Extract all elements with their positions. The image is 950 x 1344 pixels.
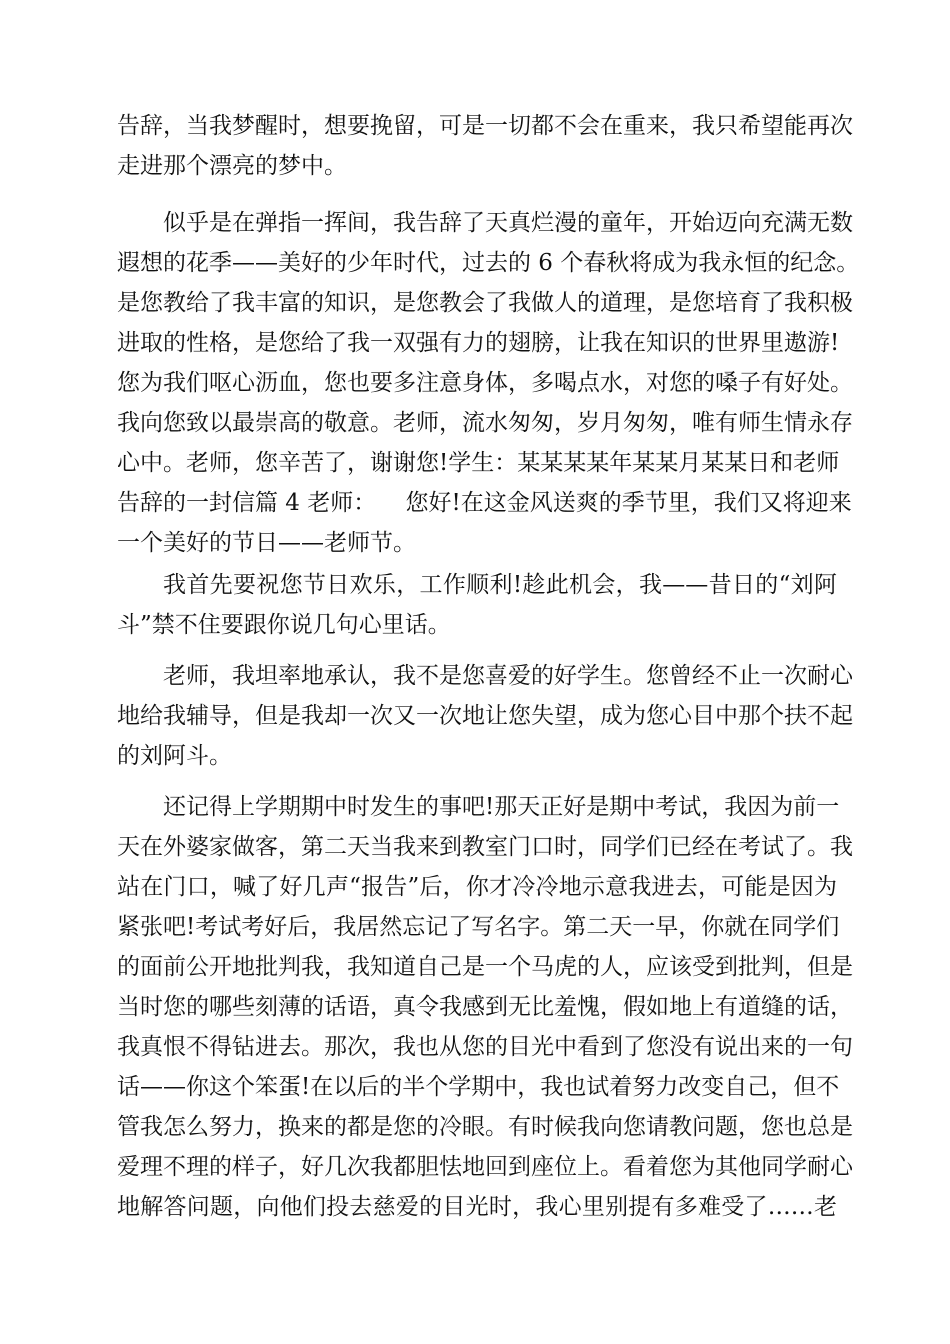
text-line: 走进那个漂亮的梦中。 <box>117 153 347 179</box>
text-line: 告辞，当我梦醒时，想要挽留，可是一切都不会在重来，我只希望能再次 <box>117 113 853 139</box>
paragraph-3 <box>117 565 837 645</box>
text-line: 进取的性格，是您给了我一双强有力的翅膀，让我在知识的世界里遨游! <box>117 330 840 356</box>
paragraph-2 <box>117 203 860 563</box>
text-line: 遐想的花季——美好的少年时代，过去的 6 个春秋将成为我永恒的纪念。 <box>117 250 860 276</box>
text-line: 一个美好的节日——老师节。 <box>117 530 416 556</box>
text-line: 斗”禁不住要跟你说几句心里话。 <box>117 612 451 638</box>
text-line: 天在外婆家做客，第二天当我来到教室门口时，同学们已经在考试了。我 <box>117 834 853 860</box>
text-line: 我真恨不得钻进去。那次，我也从您的目光中看到了您没有说出来的一句 <box>117 1034 853 1060</box>
text-line: 地给我辅导，但是我却一次又一次地让您失望，成为您心目中那个扶不起 <box>117 703 853 729</box>
text-line: 我首先要祝您节日欢乐，工作顺利!趁此机会，我——昔日的“刘阿 <box>163 572 837 598</box>
text-line: 告辞的一封信篇 4 老师： 您好!在这金风送爽的季节里，我们又将迎来 <box>117 490 852 516</box>
text-line: 您为我们呕心沥血，您也要多注意身体，多喝点水，对您的嗓子有好处。 <box>117 370 853 396</box>
text-line: 的面前公开地批判我，我知道自己是一个马虎的人，应该受到批判，但是 <box>117 954 853 980</box>
paragraph-5 <box>117 787 853 1227</box>
text-line: 老师，我坦率地承认，我不是您喜爱的好学生。您曾经不止一次耐心 <box>163 663 853 689</box>
text-line: 还记得上学期期中时发生的事吧!那天正好是期中考试，我因为前一 <box>163 794 840 820</box>
text-line: 是您教给了我丰富的知识，是您教会了我做人的道理，是您培育了我积极 <box>117 290 853 316</box>
text-line: 爱理不理的样子，好几次我都胆怯地回到座位上。看着您为其他同学耐心 <box>117 1154 853 1180</box>
text-line: 管我怎么努力，换来的都是您的冷眼。有时候我向您请教问题，您也总是 <box>117 1114 853 1140</box>
paragraph-4 <box>117 656 853 776</box>
text-line: 紧张吧!考试考好后，我居然忘记了写名字。第二天一早，你就在同学们 <box>117 914 840 940</box>
text-line: 当时您的哪些刻薄的话语，真令我感到无比羞愧，假如地上有道缝的话， <box>117 994 853 1020</box>
text-line: 心中。老师，您辛苦了，谢谢您!学生：某某某某年某某月某某日和老师 <box>117 450 840 476</box>
text-line: 我向您致以最崇高的敬意。老师，流水匆匆，岁月匆匆，唯有师生情永存 <box>117 410 853 436</box>
text-line: 站在门口，喊了好几声“报告”后，你才冷冷地示意我进去，可能是因为 <box>117 874 837 900</box>
text-line: 话——你这个笨蛋!在以后的半个学期中，我也试着努力改变自己，但不 <box>117 1074 840 1100</box>
paragraph-1 <box>117 106 853 186</box>
text-line: 似乎是在弹指一挥间，我告辞了天真烂漫的童年，开始迈向充满无数 <box>163 210 853 236</box>
text-line: 的刘阿斗。 <box>117 743 232 769</box>
text-line: 地解答问题，向他们投去慈爱的目光时，我心里别提有多难受了……老 <box>117 1194 837 1220</box>
